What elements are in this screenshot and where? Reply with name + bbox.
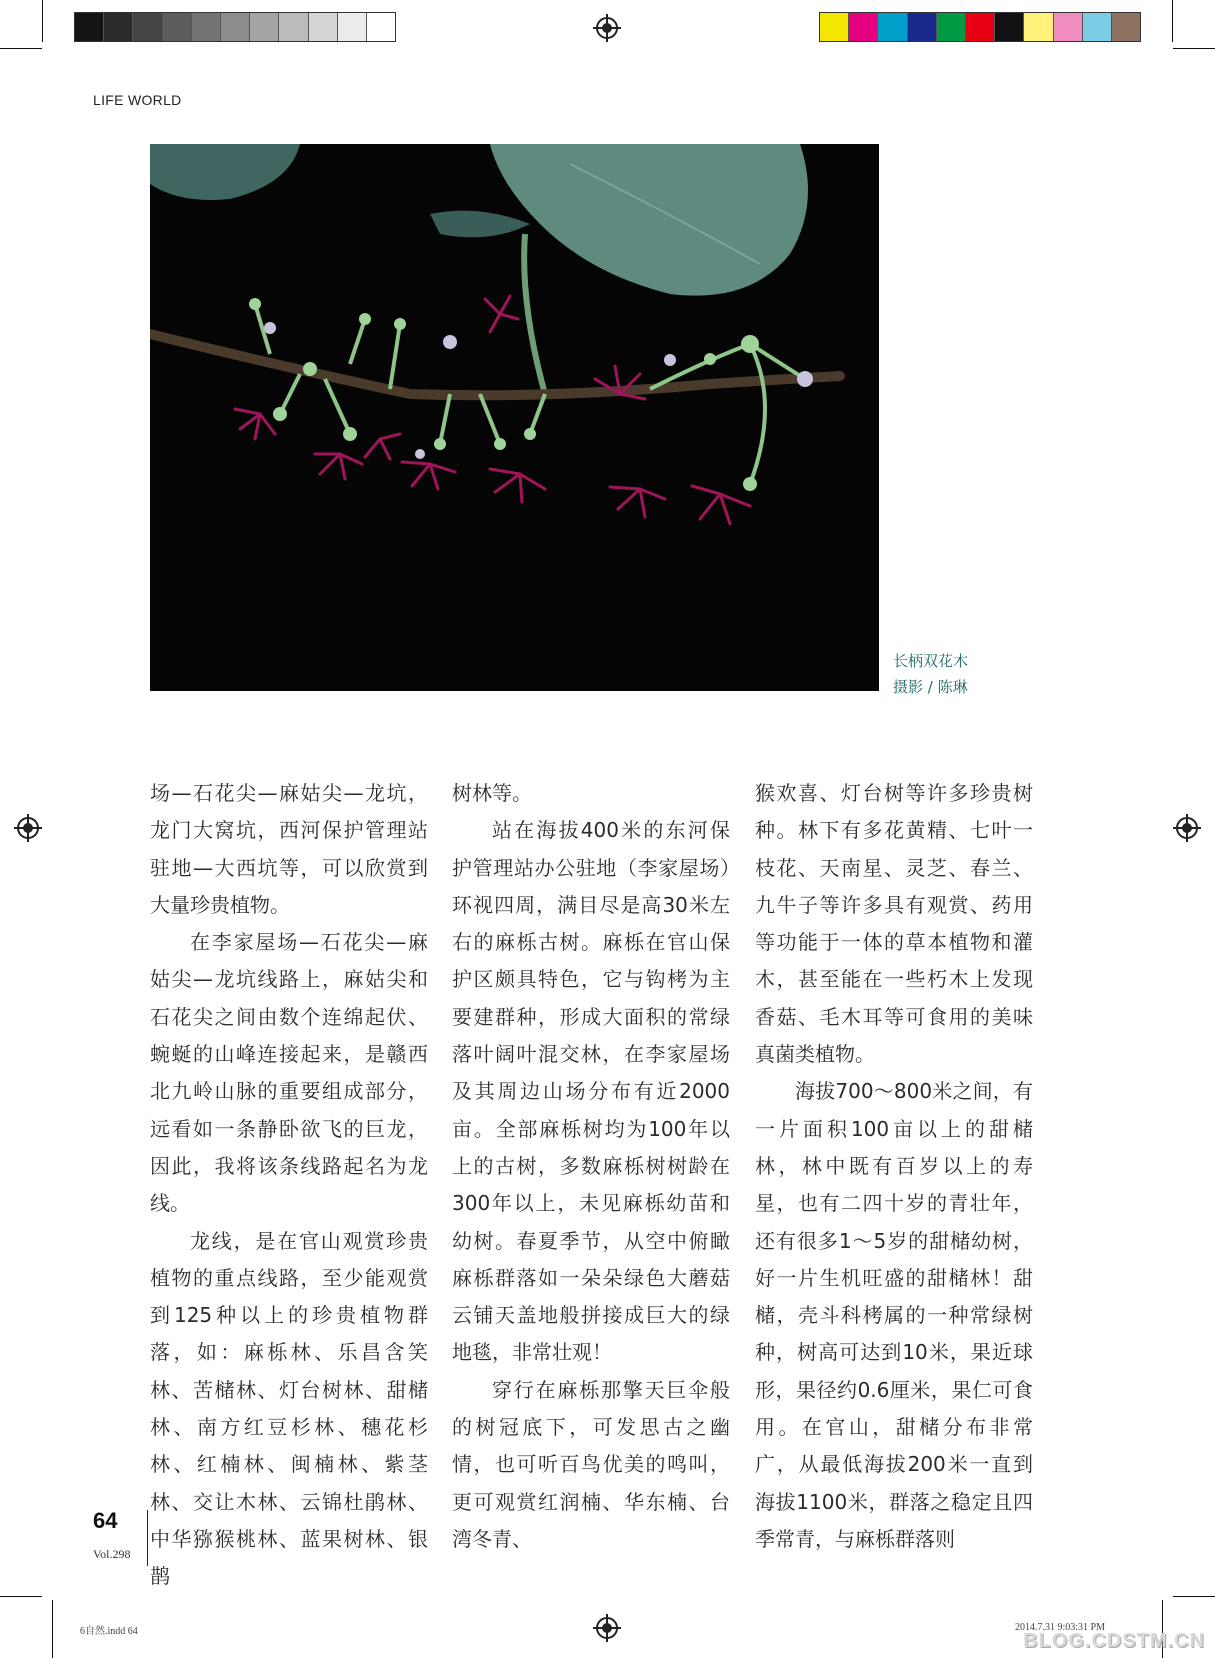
paragraph: 在李家屋场—石花尖—麻姑尖—龙坑线路上，麻姑尖和石花尖之间由数个连绵起伏、蜿蜒的山峰连接起来，是赣西北九岭山脉的重要组成部分，远看如一条静卧欲飞的巨龙，因此，我将该条线路起名为龙线。 [150,930,428,1216]
color-swatch [849,13,878,41]
crop-mark [52,1600,53,1658]
paragraph: 海拔700～800米之间，有一片面积100亩以上的甜槠林，林中既有百岁以上的寿星，也有二四十岁的青壮年，还有很多1～5岁的甜槠幼树，好一片生机旺盛的甜槠林！甜槠，壳斗科栲属的一种常绿树种，树高可达到10米，果近球形，果径约0.6厘米，果仁可食用。在官山，甜槠分布非常广，从最低海拔200米一直到海拔1100米，群落之稳定且四季常青，与麻栎群落则 [755,1079,1033,1551]
caption-title: 长柄双花木 [893,652,969,670]
crop-mark [1173,1596,1215,1597]
color-swatch [192,13,221,41]
body-column-1 [150,775,428,1596]
volume-number: Vol.298 [93,1547,131,1561]
color-swatch [250,13,279,41]
section-header: LIFE WORLD [93,92,182,108]
process-color-bar [819,12,1141,42]
grayscale-color-bar [74,12,396,42]
plant-illustration [150,144,879,691]
color-swatch [75,13,104,41]
color-swatch [163,13,192,41]
watermark: BLOG.CDSTM.CN [1023,1630,1205,1652]
registration-mark [596,17,618,39]
color-swatch [995,13,1024,41]
footer-rule [147,1510,148,1566]
registration-mark [1176,817,1198,839]
photo-caption [893,648,968,700]
paragraph: 站在海拔400米的东河保护管理站办公驻地（李家屋场）环视四周，满目尽是高30米左右的麻栎古树。麻栎在官山保护区颇具特色，它与钩栲为主要建群种，形成大面积的常绿落叶阔叶混交林，在李家屋场及其周边山场分布有近2000亩。全部麻栎树均为100年以上的古树，多数麻栎树树龄在300年以上，未见麻栎幼苗和幼树。春夏季节，从空中俯瞰麻栎群落如一朵朵绿色大蘑菇云铺天盖地般拼接成巨大的绿地毯，非常壮观！ [452,818,730,1365]
color-swatch [878,13,907,41]
color-swatch [937,13,966,41]
color-swatch [1054,13,1083,41]
paragraph: 猴欢喜、灯台树等许多珍贵树种。林下有多花黄精、七叶一枝花、天南星、灵芝、春兰、九牛子等许多具有观赏、药用等功能于一体的草本植物和灌木，甚至能在一些朽木上发现香菇、毛木耳等可食用的美味真菌类植物。 [755,781,1033,1067]
color-swatch [1024,13,1053,41]
caption-credit: 摄影 / 陈琳 [893,678,968,696]
page-number: 64 [93,1508,118,1533]
color-swatch [367,13,395,41]
crop-mark [1172,0,1173,42]
slug-timestamp: 2014.7.31 9:03:31 PM [1015,1622,1106,1633]
color-swatch [104,13,133,41]
crop-mark [0,48,42,49]
color-swatch [279,13,308,41]
body-column-3 [755,775,1033,1558]
color-swatch [1083,13,1112,41]
color-swatch [133,13,162,41]
slug-file: 6自然.indd 64 [80,1626,138,1637]
color-swatch [221,13,250,41]
color-swatch [309,13,338,41]
crop-mark [1173,48,1215,49]
paragraph: 龙线，是在官山观赏珍贵植物的重点线路，至少能观赏到125种以上的珍贵植物群落，如：麻栎林、乐昌含笑林、苦槠林、灯台树林、甜槠林、南方红豆杉林、穗花杉林、红楠林、闽楠林、紫茎林、交让木林、云锦杜鹃林、中华猕猴桃林、蓝果树林、银鹊 [150,1228,428,1589]
color-swatch [820,13,849,41]
color-swatch [338,13,367,41]
registration-mark [596,1617,618,1639]
color-swatch [908,13,937,41]
plant-photo [150,144,879,691]
registration-mark [17,817,39,839]
paragraph: 场—石花尖—麻姑尖—龙坑，龙门大窝坑，西河保护管理站驻地—大西坑等，可以欣赏到大量珍贵植物。 [150,781,428,917]
crop-mark [0,1596,42,1597]
color-swatch [966,13,995,41]
paragraph: 树林等。 [452,781,532,805]
body-column-2 [452,775,730,1558]
crop-mark [42,0,43,42]
paragraph: 穿行在麻栎那擎天巨伞般的树冠底下，可发思古之幽情，也可听百鸟优美的鸣叫，更可观赏红润楠、华东楠、台湾冬青、 [452,1377,730,1551]
color-swatch [1112,13,1140,41]
